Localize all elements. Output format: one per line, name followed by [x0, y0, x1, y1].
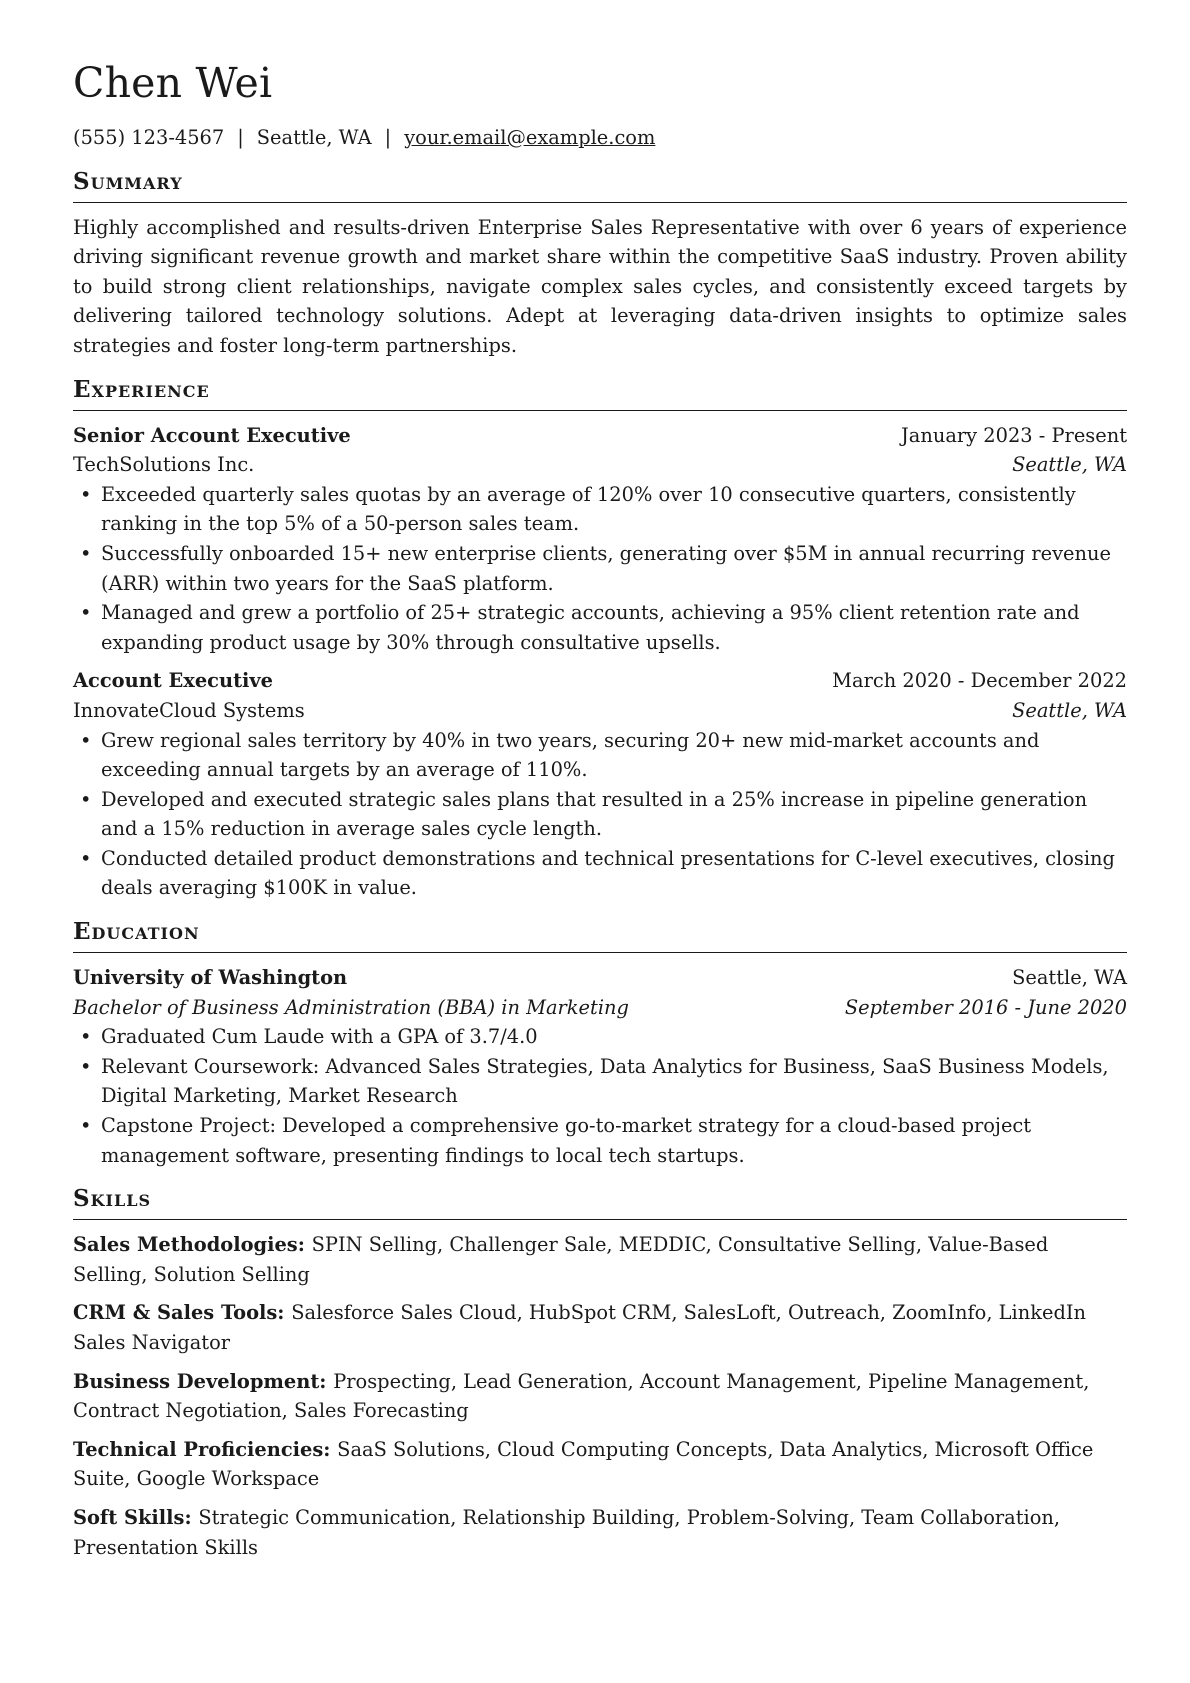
skill-category: CRM & Sales Tools: — [73, 1301, 292, 1325]
job-entry — [73, 421, 1127, 658]
section-divider — [73, 1219, 1127, 1220]
skill-category: Business Development: — [73, 1369, 334, 1393]
list-item: • Capstone Project: Developed a comprehensive go-to-market strategy for a cloud-based project management software, presenting findings to local tech startups. — [73, 1111, 1127, 1170]
skill-entry — [73, 1503, 1127, 1562]
skill-entry — [73, 1435, 1127, 1494]
section-divider — [73, 202, 1127, 203]
list-item: • Managed and grew a portfolio of 25+ strategic accounts, achieving a 95% client retention rate and expanding product usage by 30% through consultative upsells. — [73, 598, 1127, 657]
skill-entry — [73, 1298, 1127, 1357]
job-entry — [73, 666, 1127, 903]
skill-entry — [73, 1230, 1127, 1289]
list-item: • Graduated Cum Laude with a GPA of 3.7/4.0 — [73, 1022, 1127, 1052]
job-location: Seattle, WA — [1012, 698, 1127, 722]
job-bullets — [73, 480, 1127, 658]
location: Seattle, WA — [256, 126, 372, 149]
list-item: • Developed and executed strategic sales plans that resulted in a 25% increase in pipeline generation and a 15% reduction in average sales cycle length. — [73, 785, 1127, 844]
skill-entry — [73, 1367, 1127, 1426]
phone-number: (555) 123-4567 — [73, 126, 225, 149]
job-header — [73, 666, 1127, 696]
section-divider — [73, 952, 1127, 953]
job-company: InnovateCloud Systems — [73, 698, 305, 722]
job-bullets — [73, 726, 1127, 904]
section-title-summary: Summary — [73, 167, 183, 195]
section-title-skills: Skills — [73, 1185, 152, 1213]
job-dates: March 2020 - December 2022 — [832, 669, 1127, 693]
skill-category: Technical Proficiencies: — [73, 1437, 338, 1461]
list-item: • Relevant Coursework: Advanced Sales Strategies, Data Analytics for Business, SaaS Business Models, Digital Marketing, Market Research — [73, 1052, 1127, 1111]
section-title-education: Education — [73, 918, 200, 946]
list-item: • Conducted detailed product demonstrations and technical presentations for C-level executives, closing deals averaging $100K in value. — [73, 844, 1127, 903]
skill-values: SPIN Selling, Challenger Sale, MEDDIC, Consultative Selling, Value-Based Selling, Solution Selling — [73, 1233, 1049, 1286]
education-header — [73, 963, 1127, 993]
summary-text: Highly accomplished and results-driven Enterprise Sales Representative with over 6 years of experience driving significant revenue growth and market share within the competitive SaaS industry. Proven ability to build strong client relationships, navigate complex sales cycles, and consistently exceed targets by delivering tailored technology solutions. Adept at leveraging data-driven insights to optimize sales strategies and foster long-term partnerships. — [73, 215, 1127, 357]
experience-section — [73, 376, 1127, 904]
job-role: Account Executive — [73, 669, 274, 693]
skill-values: SaaS Solutions, Cloud Computing Concepts, Data Analytics, Microsoft Office Suite, Google Workspace — [73, 1437, 1094, 1491]
contact-separator: | — [384, 126, 392, 149]
education-section — [73, 918, 1127, 1170]
job-header — [73, 421, 1127, 451]
job-subheader — [73, 696, 1127, 726]
skill-category: Soft Skills: — [73, 1505, 199, 1529]
skill-values: Strategic Communication, Relationship Building, Problem-Solving, Team Collaboration, Presentation Skills — [73, 1505, 1061, 1559]
education-subheader — [73, 993, 1127, 1023]
job-location: Seattle, WA — [1012, 453, 1127, 477]
skill-values: Prospecting, Lead Generation, Account Management, Pipeline Management, Contract Negotiation, Sales Forecasting — [73, 1369, 1090, 1423]
resume-page — [73, 60, 1127, 1571]
skill-values: Salesforce Sales Cloud, HubSpot CRM, SalesLoft, Outreach, ZoomInfo, LinkedIn Sales Navigator — [73, 1301, 1087, 1354]
job-company: TechSolutions Inc. — [73, 453, 255, 477]
skill-category: Sales Methodologies: — [73, 1233, 312, 1257]
section-title-experience: Experience — [73, 375, 210, 403]
school-name: University of Washington — [73, 966, 348, 990]
contact-separator: | — [237, 126, 244, 149]
school-location: Seattle, WA — [1012, 966, 1127, 990]
summary-section — [73, 168, 1127, 361]
list-item: • Exceeded quarterly sales quotas by an average of 120% over 10 consecutive quarters, consistently ranking in the top 5% of a 50-person sales team. — [73, 480, 1127, 539]
job-role: Senior Account Executive — [73, 423, 351, 447]
education-bullets — [73, 1022, 1127, 1170]
list-item: • Successfully onboarded 15+ new enterprise clients, generating over $5M in annual recurring revenue (ARR) within two years for the SaaS platform. — [73, 539, 1127, 598]
job-subheader — [73, 450, 1127, 480]
education-dates: September 2016 - June 2020 — [844, 995, 1127, 1019]
section-divider — [73, 410, 1127, 411]
email-link[interactable]: your.email@example.com — [404, 126, 656, 149]
list-item: • Grew regional sales territory by 40% in two years, securing 20+ new mid-market accounts and exceeding annual targets by an average of 110%. — [73, 726, 1127, 785]
candidate-name: Chen Wei — [73, 59, 273, 107]
contact-line — [73, 123, 1127, 153]
job-dates: January 2023 - Present — [901, 423, 1127, 447]
degree: Bachelor of Business Administration (BBA) in Marketing — [73, 995, 629, 1019]
skills-section — [73, 1185, 1127, 1562]
